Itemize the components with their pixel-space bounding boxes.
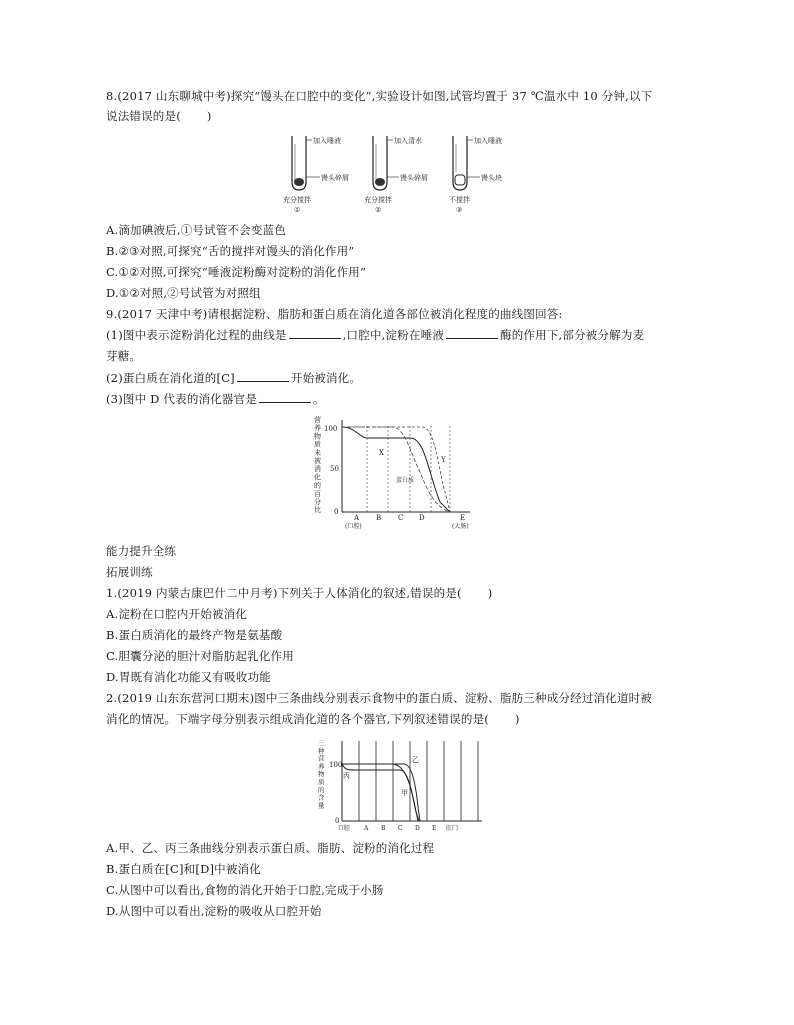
q9-xtick-c: C	[398, 514, 404, 522]
tube-1-label: 加入唾液	[313, 137, 341, 145]
tube-1	[283, 136, 349, 214]
q9-xtick-e: E	[460, 514, 466, 522]
q8-stem-line2: 说法错误的是( )	[106, 109, 212, 123]
tube-2	[364, 136, 428, 214]
q9-label-protein: 蛋白质	[396, 477, 415, 484]
q9ylabel-char: 百	[314, 489, 321, 498]
q9ylabel-char: 养	[314, 424, 321, 433]
q9ylabel-char: 分	[314, 498, 321, 506]
e2ylabel-char: 营	[318, 754, 325, 763]
tube-1-num: ①	[294, 206, 301, 214]
e2-xtick-a: A	[364, 825, 369, 832]
q9-part1: (1)图中表示淀粉消化过程的曲线是 ,口腔中,淀粉在唾液 酶的作用下,部分被分解为麦	[106, 328, 645, 342]
e2-digestion-chart	[312, 737, 492, 837]
q9ylabel-char: 物	[314, 432, 321, 441]
q9-label-x: X	[379, 449, 384, 457]
tube-3-caption: 不搅拌	[449, 196, 470, 204]
tube-1-content: 馒头碎屑	[321, 174, 349, 182]
q9ylabel-char: 被	[314, 457, 321, 465]
q9-blank-4[interactable]	[259, 391, 311, 403]
tube-2-content: 馒头碎屑	[400, 174, 428, 182]
q9-xsub-large-intestine: (大肠)	[452, 523, 469, 530]
q9-digestion-chart	[300, 412, 490, 530]
e2-xtick-c: C	[398, 825, 403, 832]
q9-part1-cont: 芽糖。	[106, 349, 142, 363]
e2-ytick-0: 0	[335, 817, 340, 825]
e2-label-yi: 乙	[412, 756, 419, 764]
q9-stem: 9.(2017 天津中考)请根据淀粉、脂肪和蛋白质在消化道各部位被消化程度的曲线图回答:	[106, 307, 563, 321]
e2-option-c: C.从图中可以看出,食物的消化开始于口腔,完成于小肠	[106, 883, 384, 897]
e1-option-b: B.蛋白质消化的最终产物是氨基酸	[106, 628, 283, 642]
q9-curve-protein	[342, 427, 450, 512]
q9-blank-2[interactable]	[446, 327, 498, 339]
e1-option-a: A.淀粉在口腔内开始被消化	[106, 607, 248, 621]
e2ylabel-char: 三	[318, 739, 325, 747]
e2-ytick-100: 100	[329, 761, 343, 769]
q9ylabel-char: 消	[314, 465, 321, 474]
e1-option-d: D.胃既有消化功能又有吸收功能	[106, 670, 271, 684]
e2ylabel-char: 的	[318, 785, 325, 794]
tube-2-label: 加入清水	[394, 137, 422, 145]
q9-blank-3[interactable]	[237, 370, 289, 382]
tube-3-content: 馒头块	[481, 174, 502, 182]
e2-stem-line1: 2.(2019 山东东营河口期末)图中三条曲线分别表示食物中的蛋白质、淀粉、脂肪三种成分经过消化道时被	[106, 691, 653, 705]
e2-xtick-d: D	[415, 825, 420, 832]
e2-option-b: B.蛋白质在[C]和[D]中被消化	[106, 862, 261, 876]
e2-xtick-e: E	[432, 825, 437, 832]
e2-ylabel	[318, 739, 325, 809]
e2ylabel-char: 量	[318, 801, 325, 810]
e2ylabel-char: 含	[318, 793, 325, 802]
q9ylabel-char: 未	[314, 448, 321, 457]
e2-label-jia: 甲	[401, 789, 408, 797]
e2-xtick-b: B	[381, 825, 386, 832]
q8-option-c: C.①②对照,可探究“唾液淀粉酶对淀粉的消化作用”	[106, 265, 367, 279]
section-subtitle: 拓展训练	[106, 565, 153, 579]
tube-2-caption: 充分搅拌	[364, 196, 392, 204]
q9-xtick-b: B	[376, 514, 382, 522]
tube-2-num: ②	[375, 206, 382, 214]
e2-label-bing: 丙	[343, 772, 350, 780]
q9-blank-1[interactable]	[289, 327, 341, 339]
e1-stem: 1.(2019 内蒙古康巴什二中月考)下列关于人体消化的叙述,错误的是( )	[106, 586, 493, 600]
tube-3-num: ③	[456, 206, 463, 214]
section-title: 能力提升全练	[106, 544, 177, 558]
q9-ytick-100: 100	[324, 425, 338, 433]
tube-3-label: 加入唾液	[474, 137, 502, 145]
e2ylabel-char: 种	[318, 746, 325, 755]
q9-part2: (2)蛋白质在消化道的[C] 开始被消化。	[106, 371, 362, 385]
q8-test-tube-figure	[280, 132, 530, 216]
e2ylabel-char: 养	[318, 762, 325, 771]
q9-ylabel	[314, 415, 321, 514]
q9-label-y: Y	[441, 456, 446, 464]
q9-ytick-50: 50	[330, 465, 339, 473]
q9-xtick-a: A	[354, 514, 360, 522]
q9-xtick-d: D	[419, 514, 425, 522]
e2-option-a: A.甲、乙、丙三条曲线分别表示蛋白质、脂肪、淀粉的消化过程	[106, 841, 435, 855]
tube-1-caption: 充分搅拌	[283, 196, 311, 204]
q9ylabel-char: 质	[314, 440, 321, 449]
q9ylabel-char: 的	[314, 481, 321, 490]
q9ylabel-char: 比	[314, 506, 321, 515]
e2ylabel-char: 物	[318, 770, 325, 779]
e2-xtick-mouth: 口腔	[338, 825, 351, 832]
e2-xtick-anus: 肛门	[446, 825, 459, 832]
q8-option-b: B.②③对照,可探究“舌的搅拌对馒头的消化作用”	[106, 244, 355, 258]
e2-option-d: D.从图中可以看出,淀粉的吸收从口腔开始	[106, 904, 322, 918]
e2-curve-yi	[342, 764, 420, 821]
q8-stem-line1: 8.(2017 山东聊城中考)探究“馒头在口腔中的变化”,实验设计如图,试管均置于 37 ℃温水中 10 分钟,以下	[106, 89, 653, 103]
e1-option-c: C.胆囊分泌的胆汁对脂肪起乳化作用	[106, 649, 294, 663]
q9-ytick-0: 0	[334, 508, 339, 516]
q9-xsub-mouth: (口腔)	[345, 523, 362, 530]
q9-part3: (3)图中 D 代表的消化器官是 。	[106, 392, 325, 406]
e2-stem-line2: 消化的情况。下端字母分别表示组成消化道的各个器官,下列叙述错误的是( )	[106, 712, 520, 726]
q8-option-d: D.①②对照,②号试管为对照组	[106, 286, 261, 300]
e2ylabel-char: 质	[318, 778, 325, 786]
q9ylabel-char: 化	[314, 473, 321, 482]
tube-3	[449, 136, 502, 214]
q9ylabel-char: 营	[314, 416, 321, 424]
q8-option-a: A.滴加碘液后,①号试管不会变蓝色	[106, 223, 287, 237]
